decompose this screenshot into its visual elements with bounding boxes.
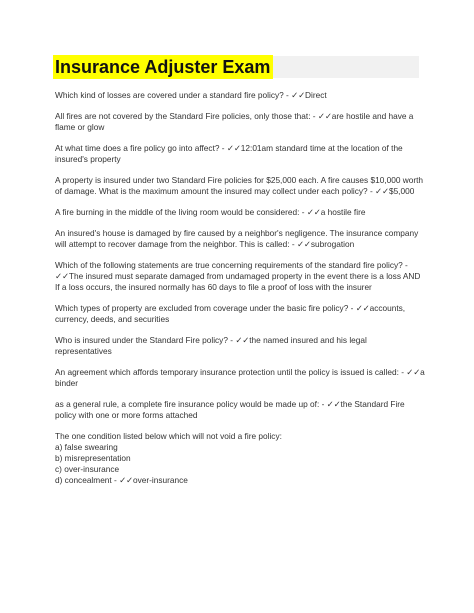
answer-text: ✓✓a binder <box>55 367 425 388</box>
answer-text: ✓✓$5,000 <box>375 186 415 196</box>
question-text: Which of the following statements are true concerning requirements of the standard fire policy? - <box>55 260 408 270</box>
answer-text: ✓✓12:01am standard time at the location of the insured's property <box>55 143 403 164</box>
qa-item-12 <box>55 431 425 486</box>
option-c: c) over-insurance <box>55 464 120 474</box>
option-b: b) misrepresentation <box>55 453 131 463</box>
question-text: An insured's house is damaged by fire caused by a neighbor's negligence. The insurance company will attempt to recover damage from the neighbor. This is called: - <box>55 228 419 249</box>
qa-item-6 <box>55 228 425 250</box>
qa-item-9 <box>55 335 425 357</box>
answer-text: ✓✓The insured must separate damaged from undamaged property in the event there is a loss AND If a loss occurs, the insured normally has 60 days to file a proof of loss with the insurer <box>55 271 421 292</box>
qa-item-8 <box>55 303 425 325</box>
qa-item-10 <box>55 367 425 389</box>
qa-item-11 <box>55 399 425 421</box>
question-text: A property is insured under two Standard Fire policies for $25,000 each. A fire causes $10,000 worth of damage. What is the maximum amount the insured may collect under each policy? - <box>55 175 424 196</box>
option-d-with-answer <box>55 475 425 486</box>
option-d: d) concealment - <box>55 475 120 485</box>
answer-text: ✓✓the named insured and his legal representatives <box>55 335 367 356</box>
qa-list <box>55 90 425 496</box>
qa-item-5 <box>55 207 425 218</box>
answer-text: ✓✓are hostile and have a flame or glow <box>55 111 414 132</box>
question-text: The one condition listed below which will not void a fire policy: <box>55 431 282 441</box>
qa-item-7 <box>55 260 425 293</box>
answer-text: ✓✓the Standard Fire policy with one or more forms attached <box>55 399 405 420</box>
option-a: a) false swearing <box>55 442 118 452</box>
answer-text: ✓✓Direct <box>291 90 327 100</box>
document-title: Insurance Adjuster Exam <box>53 55 273 79</box>
question-text: An agreement which affords temporary insurance protection until the policy is issued is called: - <box>55 367 407 377</box>
question-text: Which types of property are excluded from coverage under the basic fire policy? - <box>55 303 356 313</box>
qa-item-3 <box>55 143 425 165</box>
question-text: Who is insured under the Standard Fire policy? - <box>55 335 236 345</box>
answer-text: ✓✓over-insurance <box>119 475 188 485</box>
qa-item-1 <box>55 90 425 101</box>
question-text: Which kind of losses are covered under a standard fire policy? - <box>55 90 292 100</box>
qa-item-4 <box>55 175 425 197</box>
answer-text: ✓✓a hostile fire <box>306 207 366 217</box>
question-text: A fire burning in the middle of the living room would be considered: - <box>55 207 307 217</box>
qa-item-2 <box>55 111 425 133</box>
answer-text: ✓✓subrogation <box>296 239 355 249</box>
question-text: All fires are not covered by the Standard Fire policies, only those that: - <box>55 111 318 121</box>
question-text: At what time does a fire policy go into affect? - <box>55 143 227 153</box>
answer-text: ✓✓accounts, currency, deeds, and securities <box>55 303 406 324</box>
question-text: as a general rule, a complete fire insurance policy would be made up of: - <box>55 399 327 409</box>
